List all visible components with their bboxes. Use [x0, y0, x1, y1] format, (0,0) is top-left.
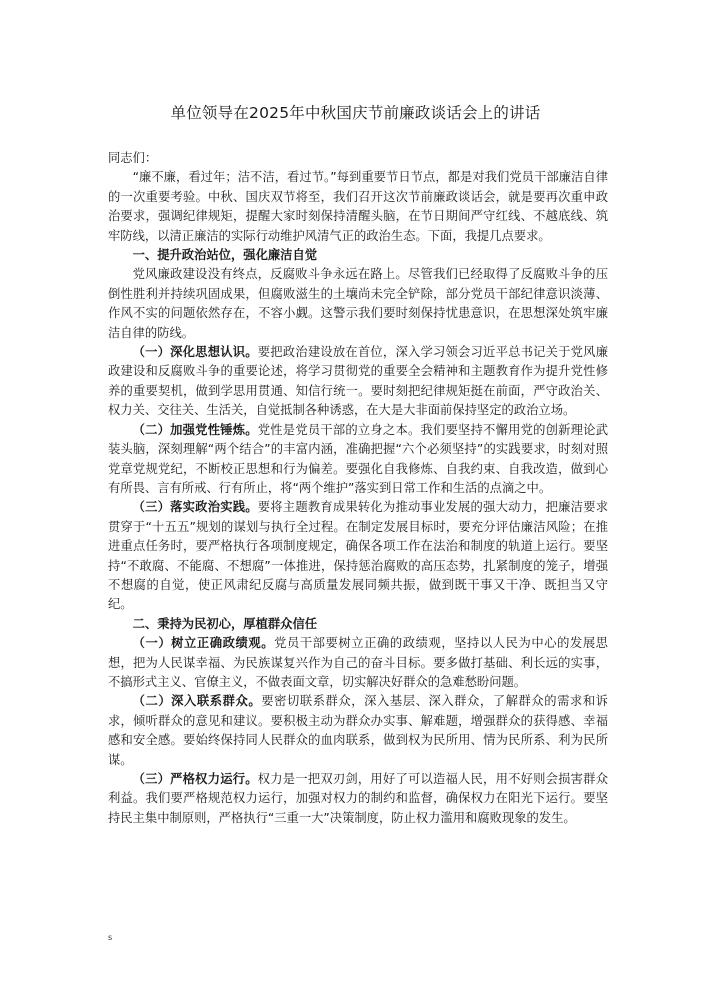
section-2-item-3-text: 权力是一把双刃剑，用好了可以造福人民，用不好则会损害群众利益。我们要严格规范权力运行，加强对权力的制约和监督，确保权力在阳光下运行。要坚持民主集中制原则，严格执行“三重一大”决策制度，防止权力滥用和腐败现象的发生。 [108, 772, 608, 825]
section-1-item-3 [108, 498, 608, 614]
section-1-item-2 [108, 421, 608, 499]
section-1-item-2-text: 党性是党员干部的立身之本。我们要坚持不懈用党的创新理论武装头脑，深刻理解“两个结合”的丰富内涵，准确把握“六个必须坚持”的实践要求，时刻对照党章党规党纪，不断校正思想和行为偏差。要强化自我修炼、自我约束、自我改造，做到心有所畏、言有所戒、行有所止，将“两个维护”落实到日常工作和生活的点滴之中。 [108, 422, 608, 495]
section-heading-2: 二、秉持为民初心，厚植群众信任 [132, 616, 318, 631]
section-2-item-3-head: （三）严格权力运行。 [132, 772, 258, 786]
section-2-item-3 [108, 770, 608, 828]
section-1-lead-paragraph: 党风廉政建设没有终点，反腐败斗争永远在路上。尽管我们已经取得了反腐败斗争的压倒性胜利并持续巩固成果，但腐败滋生的土壤尚未完全铲除，部分党员干部纪律意识淡薄、作风不实的问题依然存在，不容小觑。这警示我们要时刻保持忧患意识，在思想深处筑牢廉洁自律的防线。 [108, 267, 608, 340]
section-1-item-1-head: （一）深化思想认识。 [132, 345, 258, 360]
section-1-item-1 [108, 343, 608, 421]
section-1-item-3-head: （三）落实政治实践。 [132, 500, 258, 515]
section-2-item-2-text: 要密切联系群众，深入基层、深入群众，了解群众的需求和诉求，倾听群众的意见和建议。要积极主动为群众办实事、解难题，增强群众的获得感、幸福感和安全感。要始终保持同人民群众的血肉联系，做到权为民所用、情为民所系、利为民所谋。 [108, 694, 608, 767]
salutation: 同志们： [108, 151, 158, 165]
section-2-item-1 [108, 634, 608, 692]
section-2-item-2-head: （二）深入联系群众。 [132, 694, 262, 709]
section-1-item-3-text: 要将主题教育成果转化为推动事业发展的强大动力，把廉洁要求贯穿于“十五五”规划的谋划与执行全过程。在制定发展目标时，要充分评估廉洁风险；在推进重点任务时，要严格执行各项制度规定，确保各项工作在法治和制度的轨道上运行。要坚持“不敢腐、不能腐、不想腐”一体推进，保持惩治腐败的高压态势，扎紧制度的笼子，增强不想腐的自觉，使正风肃纪反腐与高质量发展同频共振，做到既干事又干净、既担当又守纪。 [108, 500, 608, 612]
document-body [108, 149, 608, 828]
section-1-item-2-head: （二）加强党性锤炼。 [132, 422, 258, 437]
section-2-item-1-text: 党员干部要树立正确的政绩观，坚持以人民为中心的发展思想，把为人民谋幸福、为民族谋复兴作为自己的奋斗目标。要多做打基础、利长远的实事，不搞形式主义、官僚主义，不做表面文章，切实解决好群众的急难愁盼问题。 [108, 636, 608, 689]
intro-paragraph: “廉不廉，看过年；洁不洁，看过节。”每到重要节日节点，都是对我们党员干部廉洁自律的一次重要考验。中秋、国庆双节将至，我们召开这次节前廉政谈话会，就是要再次重申政治要求，强调纪律规矩，提醒大家时刻保持清醒头脑，在节日期间严守红线、不越底线、筑牢防线，以清正廉洁的实际行动维护风清气正的政治生态。下面，我提几点要求。 [108, 170, 608, 243]
section-2-item-1-head: （一）树立正确政绩观。 [132, 636, 275, 651]
section-2-item-2 [108, 692, 608, 770]
section-heading-1: 一、提升政治站位，强化廉洁自觉 [132, 248, 318, 263]
section-1-item-1-text: 要把政治建设放在首位，深入学习领会习近平总书记关于党风廉政建设和反腐败斗争的重要论述，将学习贯彻党的重要全会精神和主题教育作为提升党性修养的重要契机，做到学思用贯通、知信行统一。要时刻把纪律规矩挺在前面，严守政治关、权力关、交往关、生活关，自觉抵制各种诱惑，在大是大非面前保持坚定的政治立场。 [108, 345, 608, 418]
document-title: 单位领导在2025年中秋国庆节前廉政谈话会上的讲话 [170, 104, 541, 122]
footer-mark: s [108, 933, 113, 942]
